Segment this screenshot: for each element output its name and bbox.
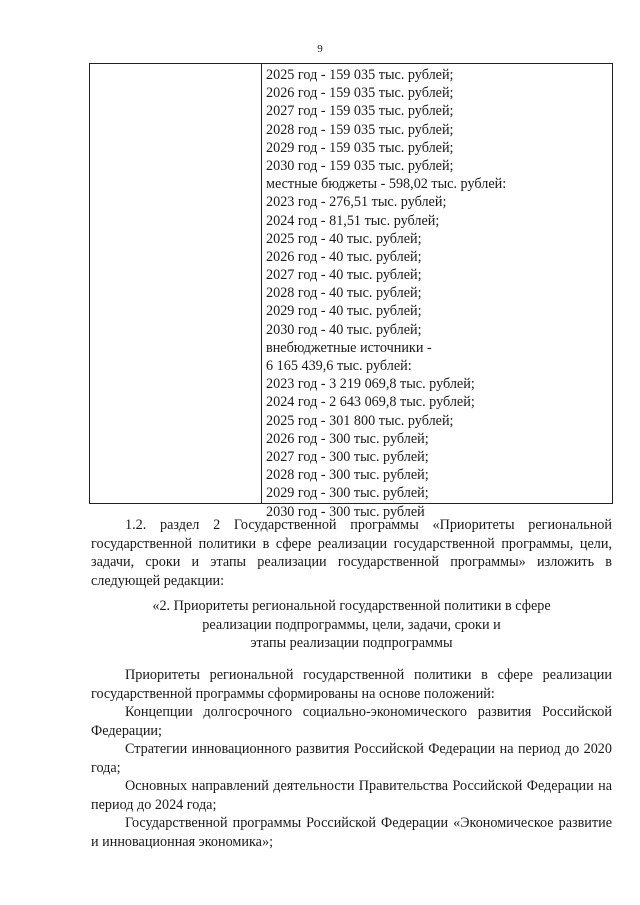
funding-line: 2028 год - 159 035 тыс. рублей; bbox=[266, 121, 454, 138]
section-heading bbox=[91, 597, 612, 653]
funding-line: 2030 год - 40 тыс. рублей; bbox=[266, 321, 422, 338]
priorities-block bbox=[91, 666, 612, 851]
funding-line: 2027 год - 40 тыс. рублей; bbox=[266, 267, 422, 284]
funding-line: 2025 год - 301 800 тыс. рублей; bbox=[266, 412, 454, 429]
funding-line: 2024 год - 2 643 069,8 тыс. рублей; bbox=[266, 394, 475, 411]
funding-line: 2025 год - 40 тыс. рублей; bbox=[266, 230, 422, 247]
amendment-paragraph: 1.2. раздел 2 Государственной программы «Приоритеты региональной государственной политики в сфере реализации государственной программы, цели, задачи, сроки и этапы реализации государственной программы» изложить в следующей редакции: bbox=[91, 517, 612, 589]
funding-line: 2026 год - 159 035 тыс. рублей; bbox=[266, 85, 454, 102]
body-paragraph: Приоритеты региональной государственной политики в сфере реализации государственной программы сформированы на основе положений: bbox=[91, 667, 612, 702]
funding-line: 2023 год - 276,51 тыс. рублей; bbox=[266, 194, 447, 211]
funding-line: 2027 год - 159 035 тыс. рублей; bbox=[266, 103, 454, 120]
funding-line: 2027 год - 300 тыс. рублей; bbox=[266, 448, 429, 465]
section-heading-line: реализации подпрограммы, цели, задачи, сроки и bbox=[202, 616, 501, 633]
body-paragraph: Концепции долгосрочного социально-экономического развития Российской Федерации; bbox=[91, 704, 612, 739]
funding-line: 2026 год - 300 тыс. рублей; bbox=[266, 430, 429, 447]
funding-line: 2023 год - 3 219 069,8 тыс. рублей; bbox=[266, 376, 475, 393]
funding-line: 2028 год - 40 тыс. рублей; bbox=[266, 285, 422, 302]
funding-line: 6 165 439,6 тыс. рублей: bbox=[266, 358, 412, 374]
funding-line: 2029 год - 159 035 тыс. рублей; bbox=[266, 139, 454, 156]
funding-line: 2029 год - 40 тыс. рублей; bbox=[266, 303, 422, 320]
table-column-divider bbox=[261, 64, 262, 503]
funding-line: 2029 год - 300 тыс. рублей; bbox=[266, 485, 429, 502]
page-number: 9 bbox=[317, 43, 323, 55]
funding-table bbox=[89, 63, 613, 520]
funding-line: местные бюджеты - 598,02 тыс. рублей: bbox=[266, 176, 507, 193]
body-paragraph: Основных направлений деятельности Правительства Российской Федерации на период до 2024 года; bbox=[91, 778, 612, 813]
funding-line: 2025 год - 159 035 тыс. рублей; bbox=[266, 67, 454, 83]
funding-line: внебюджетные источники - bbox=[266, 339, 432, 356]
body-paragraph: Стратегии инновационного развития Российской Федерации на период до 2020 года; bbox=[91, 741, 612, 776]
funding-line: 2026 год - 40 тыс. рублей; bbox=[266, 248, 422, 265]
funding-line: 2030 год - 300 тыс. рублей bbox=[266, 503, 425, 520]
amendment-block bbox=[91, 516, 612, 590]
section-heading-line: этапы реализации подпрограммы bbox=[250, 635, 453, 651]
funding-cell bbox=[266, 66, 608, 521]
funding-line: 2030 год - 159 035 тыс. рублей; bbox=[266, 157, 454, 174]
section-heading-line: «2. Приоритеты региональной государственной политики в сфере bbox=[152, 598, 551, 614]
funding-line: 2024 год - 81,51 тыс. рублей; bbox=[266, 212, 440, 229]
funding-line: 2028 год - 300 тыс. рублей; bbox=[266, 467, 429, 484]
body-paragraph: Государственной программы Российской Федерации «Экономическое развитие и инновационная экономика»; bbox=[91, 815, 612, 850]
